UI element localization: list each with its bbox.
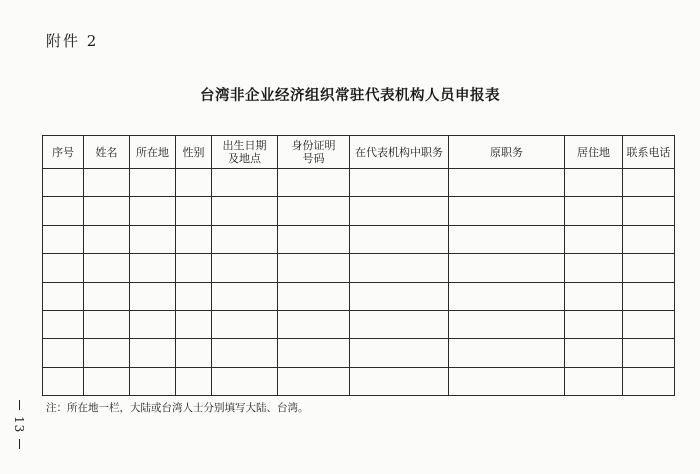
- table-cell[interactable]: [176, 310, 212, 338]
- column-header: 性别: [176, 136, 212, 169]
- table-cell[interactable]: [43, 169, 84, 197]
- column-header: 出生日期 及地点: [212, 136, 278, 169]
- table-cell[interactable]: [130, 197, 176, 225]
- table-cell[interactable]: [449, 367, 565, 395]
- table-cell[interactable]: [84, 254, 130, 282]
- table-cell[interactable]: [84, 367, 130, 395]
- table-cell[interactable]: [565, 367, 623, 395]
- table-cell[interactable]: [278, 254, 350, 282]
- table-cell[interactable]: [43, 197, 84, 225]
- table-cell[interactable]: [278, 197, 350, 225]
- table-cell[interactable]: [176, 282, 212, 310]
- table-cell[interactable]: [449, 282, 565, 310]
- table-cell[interactable]: [623, 367, 675, 395]
- table-cell[interactable]: [43, 225, 84, 253]
- column-header: 原职务: [449, 136, 565, 169]
- table-cell[interactable]: [278, 310, 350, 338]
- table-cell[interactable]: [278, 169, 350, 197]
- page-number-text: 13: [12, 416, 26, 434]
- table-cell[interactable]: [176, 367, 212, 395]
- table-cell[interactable]: [130, 339, 176, 367]
- table-cell[interactable]: [212, 254, 278, 282]
- table-cell[interactable]: [176, 197, 212, 225]
- page-dash-top: [19, 400, 20, 410]
- table-cell[interactable]: [43, 310, 84, 338]
- table-cell[interactable]: [350, 197, 449, 225]
- table-cell[interactable]: [130, 169, 176, 197]
- table-cell[interactable]: [278, 367, 350, 395]
- table-cell[interactable]: [212, 225, 278, 253]
- table-cell[interactable]: [84, 169, 130, 197]
- table-header-row: [43, 136, 675, 169]
- table-cell[interactable]: [130, 282, 176, 310]
- table-row: [43, 197, 675, 225]
- table-cell[interactable]: [449, 310, 565, 338]
- table-cell[interactable]: [449, 169, 565, 197]
- column-header: 在代表机构中职务: [350, 136, 449, 169]
- column-header: 身份证明 号码: [278, 136, 350, 169]
- table-cell[interactable]: [350, 367, 449, 395]
- table-cell[interactable]: [84, 282, 130, 310]
- attachment-label: 附件 2: [46, 32, 99, 50]
- column-header: 序号: [43, 136, 84, 169]
- table-cell[interactable]: [176, 339, 212, 367]
- table-cell[interactable]: [43, 339, 84, 367]
- table-cell[interactable]: [565, 310, 623, 338]
- personnel-declaration-table: [42, 135, 675, 396]
- table-cell[interactable]: [565, 254, 623, 282]
- table-cell[interactable]: [176, 254, 212, 282]
- table-row: [43, 254, 675, 282]
- table-body: [43, 169, 675, 396]
- table-cell[interactable]: [212, 339, 278, 367]
- table-row: [43, 225, 675, 253]
- table-cell[interactable]: [623, 310, 675, 338]
- table-cell[interactable]: [623, 225, 675, 253]
- table-cell[interactable]: [43, 367, 84, 395]
- table-cell[interactable]: [130, 367, 176, 395]
- table-cell[interactable]: [212, 169, 278, 197]
- table-cell[interactable]: [43, 282, 84, 310]
- form-title: 台湾非企业经济组织常驻代表机构人员申报表: [200, 88, 500, 104]
- table-row: [43, 367, 675, 395]
- table-row: [43, 282, 675, 310]
- table-cell[interactable]: [130, 310, 176, 338]
- table-cell[interactable]: [212, 310, 278, 338]
- column-header: 居住地: [565, 136, 623, 169]
- table-cell[interactable]: [350, 339, 449, 367]
- table-cell[interactable]: [130, 254, 176, 282]
- table-cell[interactable]: [449, 197, 565, 225]
- table-cell[interactable]: [623, 339, 675, 367]
- table-cell[interactable]: [278, 225, 350, 253]
- table-cell[interactable]: [623, 197, 675, 225]
- table-cell[interactable]: [623, 169, 675, 197]
- table-cell[interactable]: [565, 282, 623, 310]
- table-cell[interactable]: [130, 225, 176, 253]
- footnote: 注：所在地一栏，大陆或台湾人士分别填写大陆、台湾。: [46, 402, 309, 414]
- table-cell[interactable]: [84, 310, 130, 338]
- page-number: [12, 400, 26, 460]
- page-dash-bottom: [19, 439, 20, 449]
- table-cell[interactable]: [565, 225, 623, 253]
- table-cell[interactable]: [212, 282, 278, 310]
- table-row: [43, 310, 675, 338]
- table-cell[interactable]: [623, 254, 675, 282]
- table-row: [43, 169, 675, 197]
- table-cell[interactable]: [212, 197, 278, 225]
- column-header: 联系电话: [623, 136, 675, 169]
- table-row: [43, 339, 675, 367]
- table-cell[interactable]: [350, 282, 449, 310]
- table-cell[interactable]: [84, 339, 130, 367]
- table-cell[interactable]: [176, 169, 212, 197]
- table-cell[interactable]: [565, 169, 623, 197]
- table-cell[interactable]: [350, 169, 449, 197]
- table-cell[interactable]: [84, 225, 130, 253]
- column-header: 所在地: [130, 136, 176, 169]
- table-cell[interactable]: [623, 282, 675, 310]
- table-cell[interactable]: [278, 282, 350, 310]
- table-cell[interactable]: [449, 225, 565, 253]
- table-cell[interactable]: [43, 254, 84, 282]
- table-cell[interactable]: [84, 197, 130, 225]
- table-cell[interactable]: [350, 225, 449, 253]
- table-cell[interactable]: [278, 339, 350, 367]
- table-cell[interactable]: [565, 197, 623, 225]
- table-cell[interactable]: [350, 310, 449, 338]
- table-cell[interactable]: [565, 339, 623, 367]
- table-cell[interactable]: [176, 225, 212, 253]
- column-header: 姓名: [84, 136, 130, 169]
- table-cell[interactable]: [449, 339, 565, 367]
- table-cell[interactable]: [350, 254, 449, 282]
- table-cell[interactable]: [449, 254, 565, 282]
- table-cell[interactable]: [212, 367, 278, 395]
